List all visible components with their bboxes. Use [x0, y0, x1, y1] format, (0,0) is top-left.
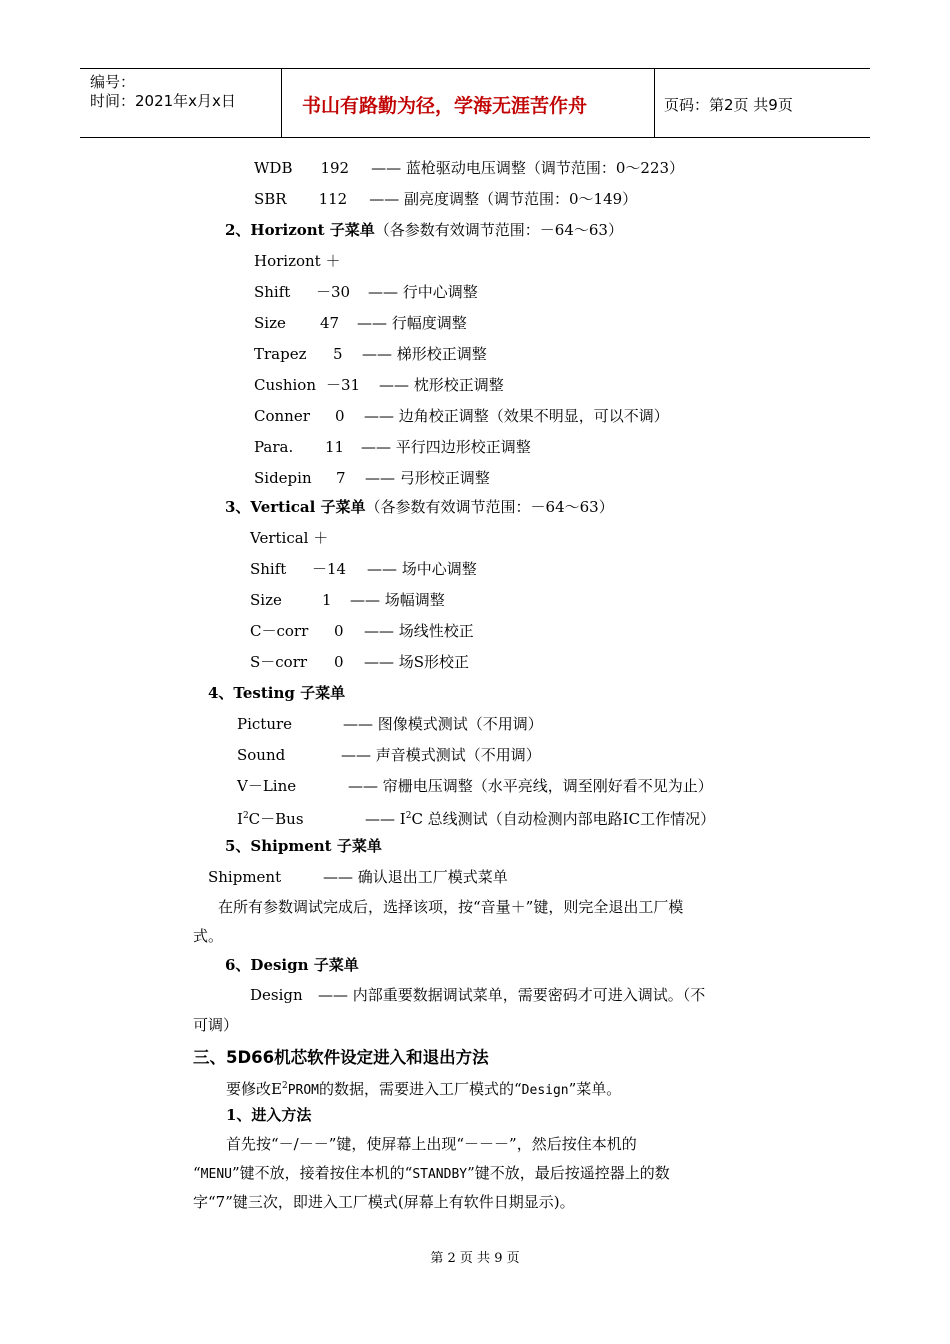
- param-name: SBR: [254, 190, 287, 208]
- range-note: （各参数有效调节范围：－64～63）: [374, 221, 623, 239]
- vertical-row: C－corr 0 —— 场线性校正: [250, 622, 474, 640]
- section-intro: 要修改$E^2PROM$的数据，需要进入工厂模式的“Design”菜单。: [226, 1080, 622, 1098]
- header-meta: [90, 73, 236, 111]
- vertical-row: S－corr 0 —— 场S形校正: [250, 653, 470, 671]
- horizont-row: Sidepin 7 —— 弓形校正调整: [254, 469, 490, 487]
- design-row: Design —— 内部重要数据调试菜单，需要密码才可进入调试。（不: [250, 986, 706, 1004]
- design-heading: 6、Design 子菜单: [225, 956, 359, 974]
- shipment-row: Shipment —— 确认退出工厂模式菜单: [208, 868, 508, 886]
- shipment-paragraph: 在所有参数调试完成后，选择该项，按“音量＋”键，则完全退出工厂模: [218, 898, 684, 916]
- vertical-heading: 3、Vertical 子菜单（各参数有效调节范围：－64～63）: [225, 498, 614, 516]
- shipment-paragraph: 式。: [193, 927, 224, 945]
- serial-label: 编号：: [90, 73, 136, 91]
- horizont-row: Size 47 —— 行幅度调整: [254, 314, 467, 332]
- param-name: WDB: [254, 159, 293, 177]
- menu-row: [254, 189, 637, 209]
- date-label: 时间：2021年x月x日: [90, 92, 236, 110]
- vertical-row: Size 1 —— 场幅调整: [250, 591, 445, 609]
- body-line: “MENU”键不放，接着按住本机的“STANDBY”键不放，最后按遥控器上的数: [193, 1164, 670, 1182]
- horizont-row: Trapez 5 —— 梯形校正调整: [254, 345, 487, 363]
- testing-row: $I^2C-Bus$ —— $I^2C$ 总线测试（自动检测内部电路IC工作情况）: [237, 810, 716, 828]
- horizont-row: Shift －30 —— 行中心调整: [254, 283, 478, 301]
- shipment-heading: 5、Shipment 子菜单: [225, 837, 382, 855]
- body-line: 字“7”键三次，即进入工厂模式(屏幕上有软件日期显示)。: [193, 1193, 575, 1211]
- param-desc: —— 副亮度调整（调节范围：0～149）: [369, 190, 638, 208]
- header-divider: [281, 69, 282, 137]
- header-divider: [654, 69, 655, 137]
- param-value: 192: [320, 159, 350, 177]
- horizont-title: Horizont ＋: [254, 252, 341, 270]
- body-line: 首先按“－/－－”键，使屏幕上出现“－－－”，然后按住本机的: [226, 1135, 637, 1153]
- menu-row: [254, 158, 684, 178]
- page-header: [80, 68, 870, 138]
- vertical-row: Shift －14 —— 场中心调整: [250, 560, 477, 578]
- testing-row: V－Line —— 帘栅电压调整（水平亮线，调至刚好看不见为止）: [237, 777, 713, 795]
- testing-heading: 4、Testing 子菜单: [208, 684, 346, 702]
- horizont-row: Para. 11 —— 平行四边形校正调整: [254, 438, 531, 456]
- subsection-heading: 1、进入方法: [226, 1106, 312, 1124]
- param-value: 112: [318, 190, 348, 208]
- header-motto: 书山有路勤为径，学海无涯苦作舟: [302, 95, 588, 117]
- testing-row: Sound —— 声音模式测试（不用调）: [237, 746, 541, 764]
- horizont-heading: 2、Horizont 子菜单（各参数有效调节范围：－64～63）: [225, 221, 623, 239]
- header-page-label: 页码：第2页 共9页: [664, 96, 793, 114]
- design-paragraph: 可调）: [193, 1016, 239, 1034]
- section-heading: 三、5D66机芯软件设定进入和退出方法: [193, 1048, 489, 1067]
- horizont-row: Cushion －31 —— 枕形校正调整: [254, 376, 504, 394]
- horizont-row: Conner 0 —— 边角校正调整（效果不明显，可以不调）: [254, 407, 669, 425]
- testing-row: Picture —— 图像模式测试（不用调）: [237, 715, 543, 733]
- vertical-title: Vertical ＋: [250, 529, 329, 547]
- param-desc: —— 蓝枪驱动电压调整（调节范围：0～223）: [371, 159, 685, 177]
- page-footer: 第 2 页 共 9 页: [430, 1251, 520, 1266]
- range-note: （各参数有效调节范围：－64～63）: [365, 498, 614, 516]
